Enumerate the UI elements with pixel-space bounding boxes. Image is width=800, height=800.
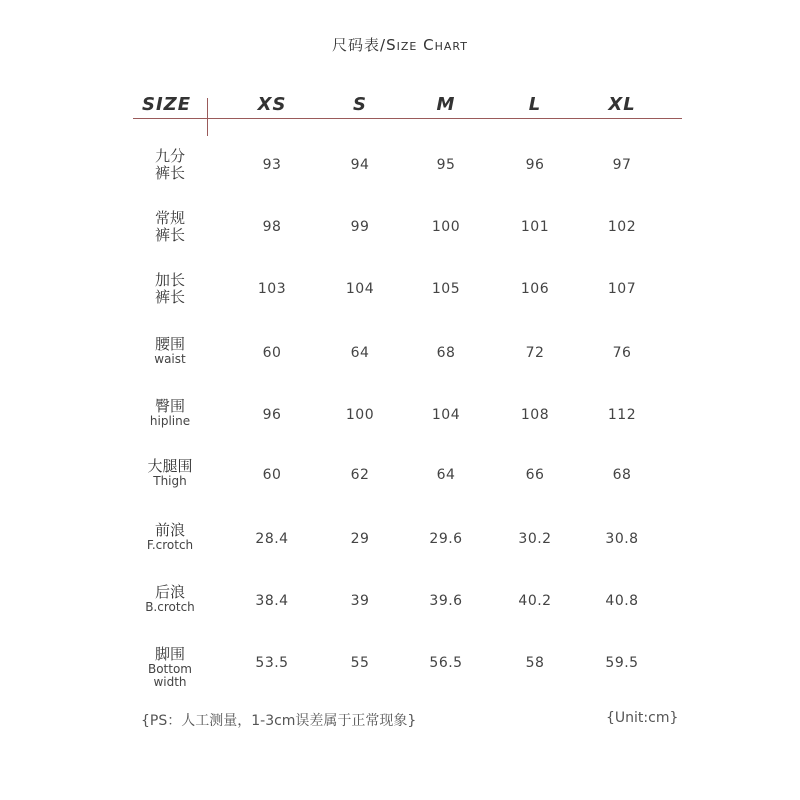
cell-xs: 96 bbox=[262, 407, 282, 423]
cell-s: 29 bbox=[350, 531, 370, 547]
cell-s: 55 bbox=[350, 655, 370, 671]
cell-s: 39 bbox=[350, 593, 370, 609]
row-label-zh-line2: 裤长 bbox=[154, 287, 185, 306]
row-label-zh-line2: 裤长 bbox=[154, 163, 185, 182]
table-row bbox=[0, 210, 800, 270]
row-label bbox=[130, 210, 210, 243]
cell-l: 40.2 bbox=[518, 593, 552, 609]
row-label bbox=[130, 398, 210, 428]
table-row bbox=[0, 584, 800, 644]
cell-xs: 53.5 bbox=[255, 655, 289, 671]
row-label-en: Bottom width bbox=[147, 661, 192, 689]
title-en: Size Chart bbox=[386, 36, 468, 54]
cell-xs: 60 bbox=[262, 345, 282, 361]
cell-s: 94 bbox=[350, 157, 370, 173]
measurement-note: {PS：人工测量，1-3cm误差属于正常现象} bbox=[141, 713, 417, 729]
cell-s: 62 bbox=[350, 467, 370, 483]
row-label-en: hipline bbox=[149, 413, 191, 428]
row-label bbox=[130, 646, 210, 689]
cell-l: 66 bbox=[525, 467, 545, 483]
row-label bbox=[130, 148, 210, 181]
cell-xs: 93 bbox=[262, 157, 282, 173]
size-header-label: SIZE bbox=[142, 94, 192, 115]
table-row bbox=[0, 148, 800, 208]
cell-m: 64 bbox=[436, 467, 456, 483]
cell-l: 96 bbox=[525, 157, 545, 173]
row-label-en: B.crotch bbox=[145, 599, 195, 614]
cell-l: 58 bbox=[525, 655, 545, 671]
header-divider-horizontal bbox=[133, 118, 682, 119]
cell-xs: 28.4 bbox=[255, 531, 289, 547]
row-label-en: F.crotch bbox=[146, 537, 194, 552]
row-label-en: waist bbox=[154, 351, 186, 366]
cell-xl: 97 bbox=[612, 157, 632, 173]
cell-s: 64 bbox=[350, 345, 370, 361]
unit-note: {Unit:cm} bbox=[606, 710, 679, 726]
cell-m: 104 bbox=[431, 407, 461, 423]
size-header-s: S bbox=[353, 94, 367, 115]
row-label-zh: 脚围 bbox=[154, 645, 185, 663]
cell-l: 72 bbox=[525, 345, 545, 361]
row-label bbox=[130, 336, 210, 366]
cell-l: 106 bbox=[520, 281, 550, 297]
cell-xs: 38.4 bbox=[255, 593, 289, 609]
size-chart-title bbox=[0, 34, 800, 55]
title-zh: 尺码表/ bbox=[332, 36, 387, 54]
cell-xs: 60 bbox=[262, 467, 282, 483]
row-label-zh: 后浪 bbox=[154, 583, 185, 601]
cell-xl: 107 bbox=[607, 281, 637, 297]
cell-xl: 59.5 bbox=[605, 655, 639, 671]
cell-xl: 30.8 bbox=[605, 531, 639, 547]
table-row bbox=[0, 522, 800, 582]
cell-xl: 102 bbox=[607, 219, 637, 235]
size-header-m: M bbox=[436, 94, 456, 115]
cell-xl: 76 bbox=[612, 345, 632, 361]
table-row bbox=[0, 272, 800, 332]
table-row bbox=[0, 458, 800, 518]
row-label-zh: 九分 bbox=[154, 147, 185, 165]
cell-xl: 68 bbox=[612, 467, 632, 483]
header-divider-vertical bbox=[207, 98, 208, 136]
size-header-xl: XL bbox=[608, 94, 636, 115]
row-label-zh: 腰围 bbox=[154, 335, 185, 353]
cell-l: 108 bbox=[520, 407, 550, 423]
cell-s: 100 bbox=[345, 407, 375, 423]
table-row bbox=[0, 398, 800, 458]
cell-m: 29.6 bbox=[429, 531, 463, 547]
cell-l: 30.2 bbox=[518, 531, 552, 547]
row-label-zh: 前浪 bbox=[154, 521, 185, 539]
cell-xs: 103 bbox=[257, 281, 287, 297]
cell-xl: 40.8 bbox=[605, 593, 639, 609]
cell-m: 39.6 bbox=[429, 593, 463, 609]
cell-m: 105 bbox=[431, 281, 461, 297]
cell-m: 68 bbox=[436, 345, 456, 361]
size-header-l: L bbox=[528, 94, 542, 115]
cell-m: 95 bbox=[436, 157, 456, 173]
row-label-zh: 加长 bbox=[154, 271, 185, 289]
cell-m: 56.5 bbox=[429, 655, 463, 671]
table-row bbox=[0, 646, 800, 706]
cell-m: 100 bbox=[431, 219, 461, 235]
header-row bbox=[0, 88, 800, 122]
size-header-xs: XS bbox=[257, 94, 287, 115]
row-label-zh-line2: 裤长 bbox=[154, 225, 185, 244]
cell-s: 99 bbox=[350, 219, 370, 235]
table-row bbox=[0, 336, 800, 396]
row-label bbox=[130, 458, 210, 488]
row-label-zh: 大腿围 bbox=[147, 457, 193, 475]
cell-xl: 112 bbox=[607, 407, 637, 423]
row-label-zh: 常规 bbox=[154, 209, 185, 227]
row-label bbox=[130, 584, 210, 614]
cell-xs: 98 bbox=[262, 219, 282, 235]
row-label-en: Thigh bbox=[153, 473, 187, 488]
row-label bbox=[130, 272, 210, 305]
row-label bbox=[130, 522, 210, 552]
row-label-zh: 臀围 bbox=[154, 397, 185, 415]
cell-s: 104 bbox=[345, 281, 375, 297]
cell-l: 101 bbox=[520, 219, 550, 235]
